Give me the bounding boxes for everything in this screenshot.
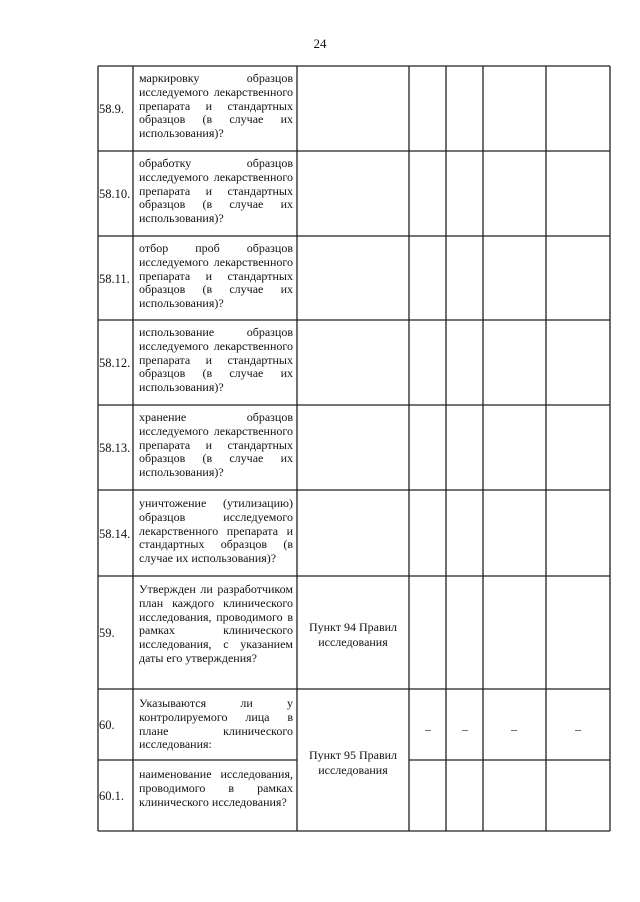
row-question: отбор проб образцов исследуемого лекарственного препарата и стандартных образцов (в случае их использования)? [139,241,293,311]
row-number: 58.12. [99,356,131,370]
row-number: 58.13. [99,441,131,455]
row-number: 58.11. [99,272,130,286]
row-question: уничтожение (утилизацию) образцов исследуемого лекарственного препарата и стандартных образцов (в случае их использования)? [139,496,293,566]
row-number: 58.10. [99,187,131,201]
row-number: 60.1. [99,789,124,803]
page-number: 24 [313,36,327,51]
row-question: хранение образцов исследуемого лекарственного препарата и стандартных образцов (в случае их использования)? [139,410,293,480]
row-question: Указываются ли у контролируемого лица в плане клинического исследования: [139,696,293,752]
row-question: наименование исследования, проводимого в рамках клинического исследования? [139,767,293,809]
empty-cell-dash: – [425,722,431,736]
empty-cell-dash: – [575,722,581,736]
legal-reference: Пункт 95 Правил исследования [308,748,398,777]
row-number: 59. [99,626,115,640]
row-question: Утвержден ли разработчиком план каждого клинического исследования, проводимого в рамках клинического исследования, с указанием даты его утверждения? [139,582,293,665]
empty-cell-dash: – [511,722,517,736]
row-question: использование образцов исследуемого лекарственного препарата и стандартных образцов (в случае их использования)? [139,325,293,395]
row-number: 58.14. [99,527,131,541]
legal-reference: Пункт 94 Правил исследования [308,620,398,649]
row-question: обработку образцов исследуемого лекарственного препарата и стандартных образцов (в случае их использования)? [139,156,293,226]
empty-cell-dash: – [462,722,468,736]
row-question: маркировку образцов исследуемого лекарственного препарата и стандартных образцов (в случае их использования)? [139,71,293,141]
row-number: 58.9. [99,102,124,116]
row-number: 60. [99,718,115,732]
